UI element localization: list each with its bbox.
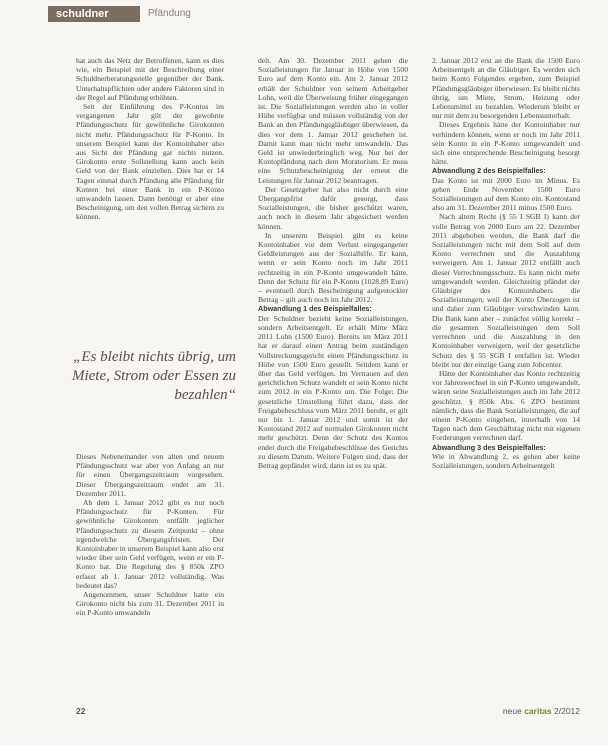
- magazine-brand: caritas: [524, 706, 552, 716]
- paragraph: Dieses Ergebnis hätte der Kontoinhaber nur verhindern können, wenn er noch im Jahr 2011 sein Konto in ein P-Konto umgewandelt und sich eine entsprechende Bescheinigung besorgt hätte.: [432, 120, 580, 167]
- paragraph: Seit der Einführung des P-Kontos im vergangenen Jahr gilt der gewohnte Pfändungsschutz für gewöhnliche Girokonten nicht mehr. Pfändungsschutz für P-Konto. In unserem Beispiel kann der Kontoinhaber also aus Sicht der Pfändung gar nichts nutzen. Girokonto erste Sollstellung kann auch kein Geld von der Bank einziehen. Dies hat er 14 Tagen einmal durch Pfändung alle Pfändung für Konten bei einer Bank in ein P-Konto umwandeln lassen. Dann benötigt er aber eine Bescheinigung, um den vollen Betrag sichern zu können.: [76, 102, 224, 222]
- pull-quote: „Es bleibt nichts übrig, um Miete, Strom oder Essen zu bezahlen“: [71, 349, 236, 403]
- paragraph: Nach altem Recht (§ 55 I SGB I) kann der volle Betrag von 2000 Euro am 22. Dezember 2011 abgehoben werden, die Bank darf die Sozialleistungen nicht mit dem Soll auf dem Konto verrechnen und die Auszahlung verweigern. Am 1. Januar 2012 entfällt auch dieser Verrechnungsschutz. Es kann nicht mehr umgewandelt werden. Gleichzeitig pfändet der Gläubiger des Kontoinhabers die Sozialleistungen, weil der Konto Überzogen ist und daher zum Gläubiger verschwinden kann. Die Bank kann aber – zunächst völlig korrekt – die gesamten Sozialleistungen dem Soll verrechnen und die Auszahlung in den Kontoinhaber verweigern, weil der gesetzliche Schutz des § 55 SGB I entfallen ist. Wieder bleibt nur der einzige Gang zum Jobcenter.: [432, 212, 580, 369]
- paragraph: Das Konto ist mit 2000 Euro im Minus. Es gehen Ende November 1500 Euro Sozialleistungen auf dem Konto ein. Kontostand also am 31. Dezember 2011 minus 1500 Euro.: [432, 175, 580, 213]
- paragraph: Dieses Nebeneinander von alten und neuem Pfändungsschutz war aber von Anfang an nur für einen Übergangszeitraum vorgesehen. Dieser Übergangszeitraum endet am 31. Dezember 2011.: [76, 452, 224, 498]
- paragraph: Angenommen, unser Schuldner hatte ein Girokonto nicht bis zum 31. Dezember 2011 in ein P-Konto umwandeln: [76, 590, 224, 618]
- paragraph: Der Schuldner bezieht keine Sozialleistungen, sondern Arbeitsentgelt. Er erhält Mitte März 2011 Lohn (1500 Euro). Bereits im März 2011 hat er darauf einen Antrag beim zuständigen Vollstreckungsgericht einen Pfändungsschutz in Höhe von 1500 Euro gestellt. Seitdem kann er über das Geld verfügen. Im Vertrauen auf den gerichtlichen Schutz wandelt er sein Konto nicht zum 2012 in ein P-Konto um. Die Folge: Die gesetzliche Umstellung führt dazu, dass der Freigabebeschluss vom März 2011 beruht, er gilt nur bis 1. Januar 2012 und somit ist der Kontostand 2012 auf normalen Girokonten nicht mehr geschützt. Denn der Schutz des Kontos endet durch die Freigabebeschlüsse des Gerichts zu diesem Datum. Weitere Folgen sind, dass der Betrag gepfändet wird, dann ist es zu spät.: [258, 313, 408, 470]
- paragraph: Ab dem 1. Januar 2012 gibt es nur noch Pfändungsschutz für P-Konten. Für gewöhnliche Girokonten entfällt jeglicher Pfändungsschutz zu diesem Zeitpunkt – ohne irgendwelche Übergangsfristen. Der Kontoinhaber in unserem Beispiel kann also erst wieder über sein Geld verfügen, wenn er ein P-Konto hat. Die Regelung des § 850k ZPO erfasst ab 1. Januar 2012 vollständig. Was bedeutet das?: [76, 498, 224, 590]
- page-footer: [0, 706, 608, 720]
- running-header: [0, 6, 608, 22]
- column-2: [258, 56, 408, 470]
- paragraph: hat auch das Netz der Betroffenen, kann es dies wie, ein Beispiel mit der Beschreibung einer Schuldnerberatungsstelle gegenüber der Bank. Unterhaltspflichten oder andere Faktoren sind in der Regel auf Pfändung erhöhten.: [76, 56, 224, 102]
- column-3: [432, 56, 580, 470]
- magazine-credit: [503, 706, 580, 716]
- paragraph: 2. Januar 2012 erst an die Bank die 1500 Euro Arbeitsentgelt an die Gläubiger. Es werden sich beim Konto Folgendes ergeben, zum Beispiel Pfändungsgläubiger überwiesen. Es bleibt nichts übrig, um Miete, Strom, Heizung oder Lebensmittel zu bezahlen. Wiederum bleibt er nur mit dem zu besorgenden Lebensunterhalt.: [432, 56, 580, 121]
- paragraph: Hätte der Kontoinhaber das Konto rechtzeitig vor Jahreswechsel in ein P-Konto umgewandelt, wären seine Sozialleistungen auch im Jahr 2012 geschützt. § 850k Abs. 6 ZPO bestimmt nämlich, dass die Bank Sozialleistungen, die auf einem P-Konto eingehen, innerhalb von 14 Tagen nach dem Geschäftstag nicht mit eigenen Forderungen verrechnen darf.: [432, 368, 580, 443]
- magazine-prefix: neue: [502, 706, 522, 716]
- paragraph: delt. Am 30. Dezember 2011 gehen die Sozialleistungen für Januar in Höhe von 1500 Euro auf dem Konto ein. Am 2. Januar 2012 erhält der Schuldner von seinem Arbeitgeber Lohn, weil die Überweisung früher eingegangen ist. Die Sozialleistungen werden also in voller Höhe verfügbar und müssen vollständig von der Bank an den Pfändungsgläubiger überwiesen, da dies vor dem 1. Januar 2012 geschehen ist. Damit kann man nicht mehr umwandeln. Das Geld ist unwiederbringlich weg. Nur bei der Kontopfändung nach dem Moratorium. Er muss eine Schutzbescheinigung der erneut die Leistungen für Januar 2012 beantragen.: [258, 56, 408, 185]
- paragraph: Der Gesetzgeber hat also nicht durch eine Übergangsfrist dafür gesorgt, dass Sozialleistungen, die bisher geschützt waren, auch noch in diesem Jahr abgesichert werden können.: [258, 184, 408, 231]
- section-tag: schuldner: [48, 6, 140, 22]
- subheading: Abwandlung 1 des Beispielfalles:: [258, 304, 372, 314]
- issue-number: 2/2012: [554, 706, 580, 716]
- column-1: [76, 56, 224, 222]
- subheading: Abwandlung 3 des Beispielfalles:: [432, 442, 546, 452]
- section-subtitle: Pfändung: [148, 8, 191, 19]
- paragraph: Wie in Abwandlung 2, es gehen aber keine Sozialleistungen, sondern Arbeitsentgelt: [432, 451, 580, 470]
- column-1-lower: [76, 452, 224, 618]
- paragraph: In unserem Beispiel gibt es keine Kontoinhaber vor dem Verlust eingegangener Geldleistungen aus der Sozialhilfe. Er kann, wenn er sein Konto noch im Jahr 2011 rechtzeitig in ein P-Konto umgewandelt hätte. Denn der Schutz für ein P-Konto (1028,89 Euro) – eventuell durch Bescheinigung aufgestockter Betrag – gilt auch noch im Jahr 2012.: [258, 230, 408, 305]
- subheading: Abwandlung 2 des Beispielfalles:: [432, 166, 546, 176]
- page-number: 22: [76, 706, 86, 716]
